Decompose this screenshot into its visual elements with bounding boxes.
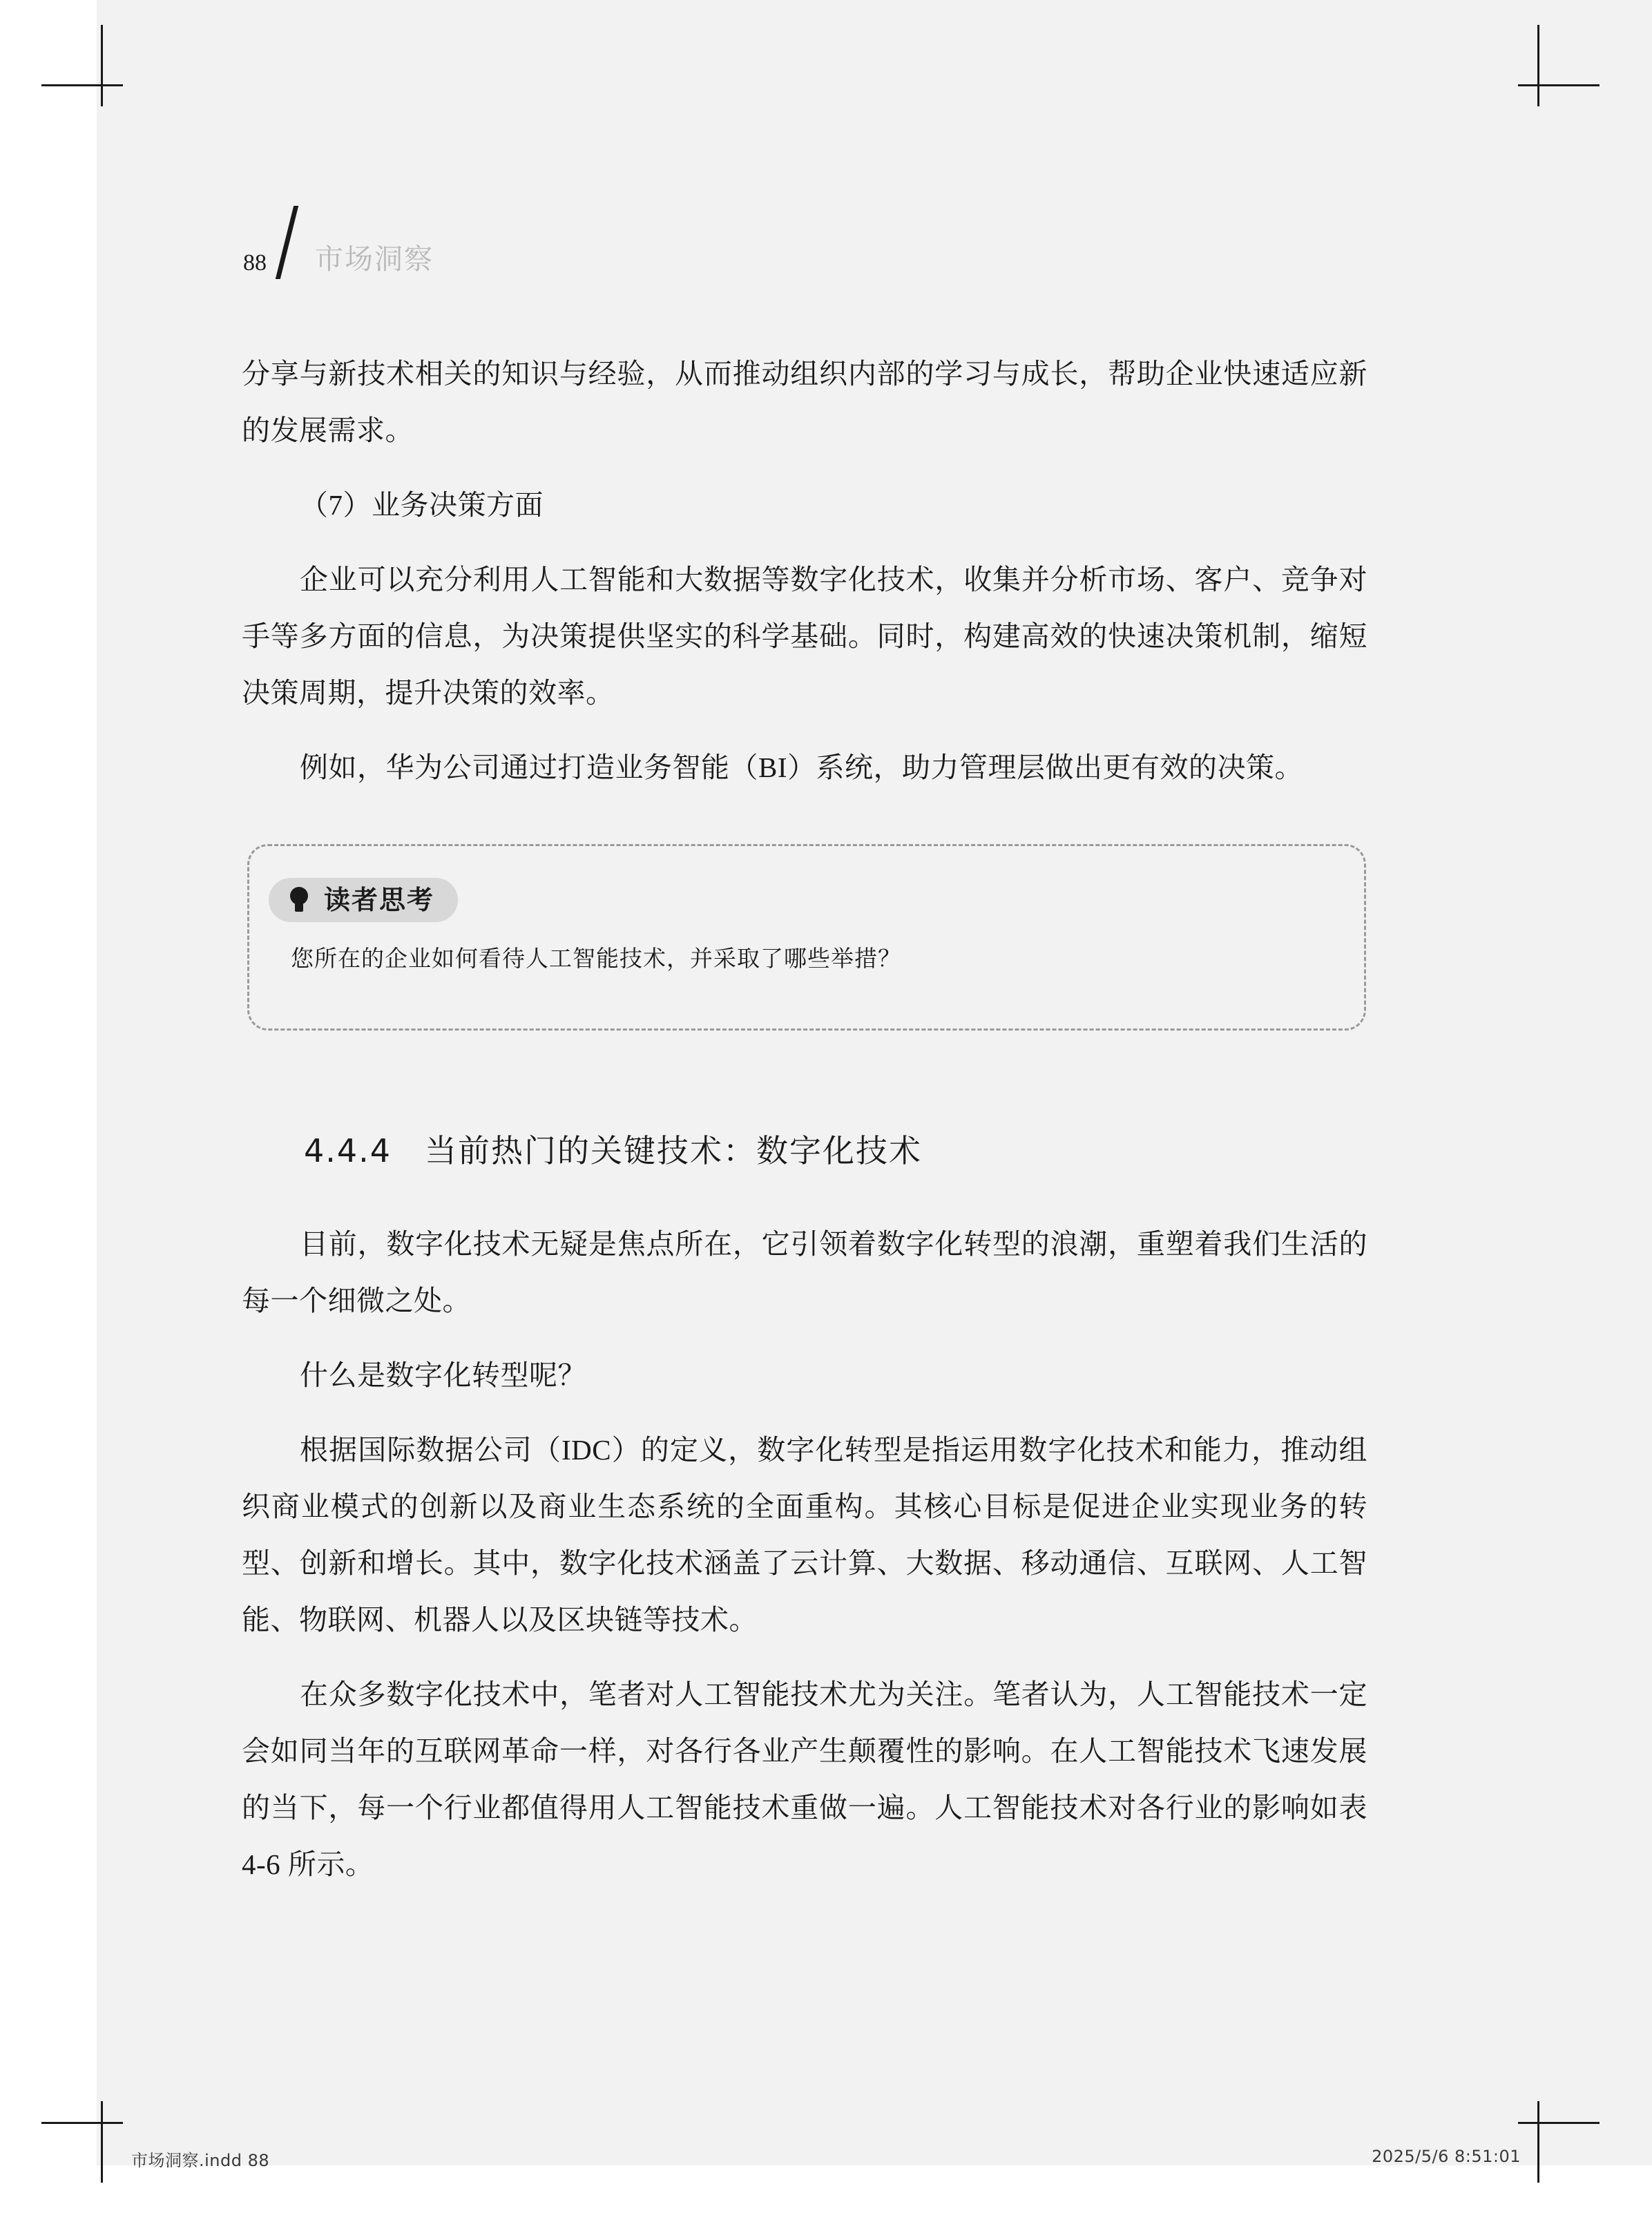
running-header	[243, 185, 434, 282]
body-column-upper	[242, 345, 1367, 796]
crop-mark-top-right	[1517, 25, 1600, 108]
chapter-title: 市场洞察	[315, 242, 434, 276]
paragraph-3: 企业可以充分利用人工智能和大数据等数字化技术，收集并分析市场、客户、竞争对手等多方面的信息，为决策提供坚实的科学基础。同时，构建高效的快速决策机制，缩短决策周期，提升决策的效率。	[242, 564, 1367, 709]
footer-file-info: 市场洞察.indd 88	[131, 2151, 270, 2170]
paragraph-2-subheading: （7）业务决策方面	[300, 489, 544, 521]
callout-text: 您所在的企业如何看待人工智能技术，并采取了哪些举措？	[291, 945, 901, 972]
body-column-lower	[242, 1216, 1367, 1893]
paragraph-1: 分享与新技术相关的知识与经验，从而推动组织内部的学习与成长，帮助企业快速适应新的发展需求。	[242, 358, 1367, 446]
paragraph-6: 什么是数字化转型呢？	[300, 1359, 586, 1391]
crop-mark-top-left	[41, 25, 124, 108]
reader-thinking-callout	[247, 844, 1366, 1031]
callout-tab-label: 读者思考	[324, 885, 435, 915]
paragraph-8: 在众多数字化技术中，笔者对人工智能技术尤为关注。笔者认为，人工智能技术一定会如同当年的互联网革命一样，对各行各业产生颠覆性的影响。在人工智能技术飞速发展的当下，每一个行业都值得用人工智能技术重做一遍。人工智能技术对各行业的影响如表 4-6 所示。	[242, 1678, 1367, 1880]
paragraph-5: 目前，数字化技术无疑是焦点所在，它引领着数字化转型的浪潮，重塑着我们生活的每一个细微之处。	[242, 1228, 1367, 1317]
paragraph-4: 例如，华为公司通过打造业务智能（BI）系统，助力管理层做出更有效的决策。	[300, 752, 1303, 783]
page-number: 88	[243, 250, 267, 276]
crop-mark-bottom-left	[41, 2100, 124, 2183]
crop-mark-bottom-right	[1517, 2100, 1600, 2183]
paragraph-7: 根据国际数据公司（IDC）的定义，数字化转型是指运用数字化技术和能力，推动组织商业模式的创新以及商业生态系统的全面重构。其核心目标是促进企业实现业务的转型、创新和增长。其中，数字化技术涵盖了云计算、大数据、移动通信、互联网、人工智能、物联网、机器人以及区块链等技术。	[242, 1434, 1367, 1636]
callout-tab	[269, 878, 458, 922]
lightbulb-icon	[287, 886, 311, 915]
section-heading: 4.4.4 当前热门的关键技术：数字化技术	[304, 1132, 923, 1169]
footer-timestamp: 2025/5/6 8:51:01	[1372, 2147, 1521, 2166]
slash-rule-icon	[271, 206, 309, 282]
